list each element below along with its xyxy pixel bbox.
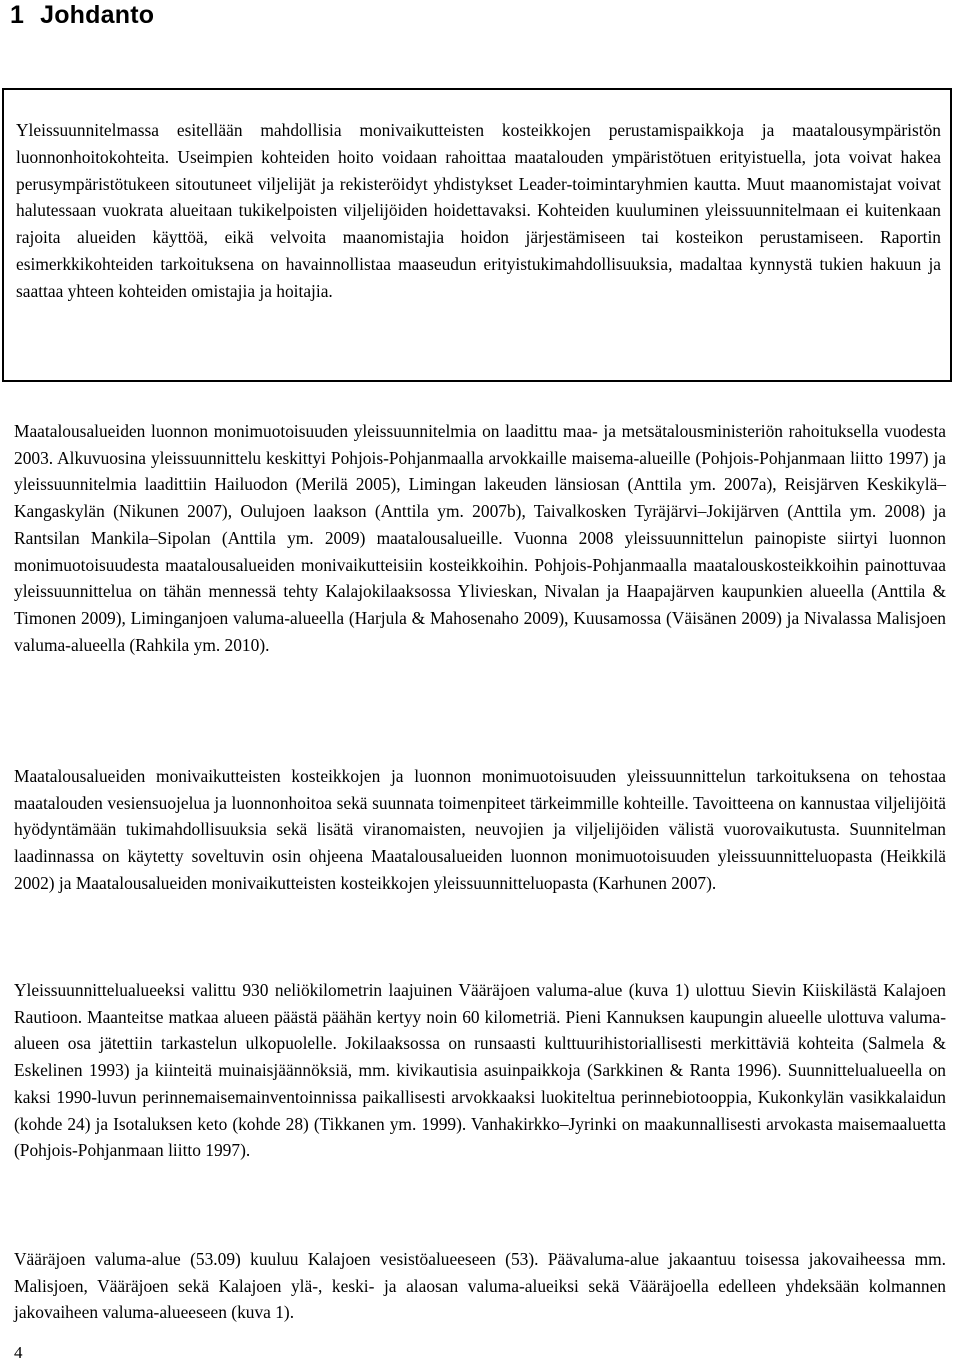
body-paragraph-2: Maatalousalueiden monivaikutteisten kosteikkojen ja luonnon monimuotoisuuden yleissuunnittelun tarkoituksena on tehostaa maatalouden vesiensuojelua ja luonnonhoitoa sekä suunnata toimenpiteet tärkeimmille kohteille. Tavoitteena on kannustaa viljelijöitä hyödyntämään tukimahdollisuuksia sekä lisätä viranomaisten, neuvojien ja viljelijöiden välistä vuorovaikutusta. Suunnitelman laadinnassa on käytetty soveltuvin osin ohjeena Maatalousalueiden luonnon monimuotoisuuden yleissuunnitteluopasta (Heikkilä 2002) ja Maatalousalueiden monivaikutteisten kosteikkojen yleissuunnitteluopasta (Karhunen 2007). — [14, 766, 946, 893]
summary-text: Yleissuunnitelmassa esitellään mahdollisia monivaikutteisten kosteikkojen perustamispaikkoja ja maatalousympäristön luonnonhoitokohteita. Useimpien kohteiden hoito voidaan rahoittaa maatalouden ympäristötuen erityistuella, jota voivat hakea perusympäristötukeen sitoutuneet viljelijät ja rekisteröidyt yhdistykset Leader-toimintaryhmien kautta. Muut maanomistajat voivat halutessaan vuokrata alueitaan tukikelpoisten viljelijöiden hoidettavaksi. Kohteiden kuuluminen yleissuunnitelmaan ei kuitenkaan rajoita alueiden käyttöä, eikä velvoita maanomistajia hoidon järjestämiseen tai kosteikon perustamiseen. Raportin esimerkkikohteiden tarkoituksena on havainnollistaa maaseudun erityistukimahdollisuuksia, madaltaa kynnystä tukien hakuun ja saattaa yhteen kohteiden omistajia ja hoitajia. — [16, 120, 941, 301]
body-paragraph-4: Vääräjoen valuma-alue (53.09) kuuluu Kalajoen vesistöalueeseen (53). Päävaluma-alue jakaantuu toisessa jakovaiheessa mm. Malisjoen, Vääräjoen sekä Kalajoen ylä-, keski- ja alaosan valuma-alueiksi sekä Vääräjoella edelleen yhdeksään kolmannen jakovaiheen valuma-alueeseen (kuva 1). — [14, 1249, 946, 1323]
body-paragraph-3: Yleissuunnittelualueeksi valittu 930 neliökilometrin laajuinen Vääräjoen valuma-alue (kuva 1) ulottuu Sievin Kiiskilästä Kalajoen Rautioon. Maanteitse matkaa alueen päästä päähän kertyy noin 60 kilometriä. Pieni Kannuksen kaupungin alueelle ulottuva valuma-alueen osa jätettiin tarkastelun ulkopuolelle. Jokilaaksossa on runsaasti kulttuurihistoriallisesti merkittäviä kohteita (Salmela & Eskelinen 1993) ja kiinteitä muinaisjäännöksiä, mm. kivikautisia asuinpaikkoja (Sarkkinen & Ranta 1996). Suunnittelualueella on kaksi 1990-luvun perinnemaisemainventoinnissa paikallisesti arvokkaaksi luokiteltua perinnebiotooppia, Kukonkylän vasikkalaidun (kohde 24) ja Isotaluksen keto (kohde 28) (Tikkanen ym. 1999). Vanhakirkko–Jyrinki on maakunnallisesti arvokasta maisemaaluetta (Pohjois-Pohjanmaan liitto 1997). — [14, 980, 946, 1161]
body-paragraph-1: Maatalousalueiden luonnon monimuotoisuuden yleissuunnitelmia on laadittu maa- ja metsätalousministeriön rahoituksella vuodesta 2003. Alkuvuosina yleissuunnittelu keskittyi Pohjois-Pohjanmaalla arvokkaille maisema-alueille (Pohjois-Pohjanmaan liitto 1997) ja yleissuunnitelmia laadittiin Hailuodon (Merilä 2005), Limingan lakeuden länsiosan (Anttila ym. 2007a), Reisjärven Keskikylä–Kangaskylän (Nikunen 2007), Oulujoen laakson (Anttila ym. 2007b), Taivalkosken Tyräjärvi–Jokijärven (Anttila ym. 2008) ja Rantsilan Mankila–Sipolan (Anttila ym. 2009) maatalousalueille. Vuonna 2008 yleissuunnittelun painopiste siirtyi luonnon monimuotoisuudesta maatalousalueiden monivaikutteisiin kosteikkoihin. Pohjois-Pohjanmaalla maatalouskosteikkoihin painottuvaa yleissuunnittelua on tähän mennessä tehty Kalajokilaaksossa Ylivieskan, Nivalan ja Haapajärven kaupunkien alueella (Anttila & Timonen 2009), Liminganjoen valuma-alueella (Harjula & Mahosenaho 2009), Kuusamossa (Väisänen 2009) ja Nivalassa Malisjoen valuma-alueella (Rahkila ym. 2010). — [14, 421, 946, 655]
summary-box — [2, 88, 952, 382]
chapter-heading — [10, 0, 154, 30]
chapter-title: Johdanto — [40, 1, 155, 29]
page-number: 4 — [14, 1343, 23, 1362]
chapter-number: 1 — [10, 1, 25, 29]
